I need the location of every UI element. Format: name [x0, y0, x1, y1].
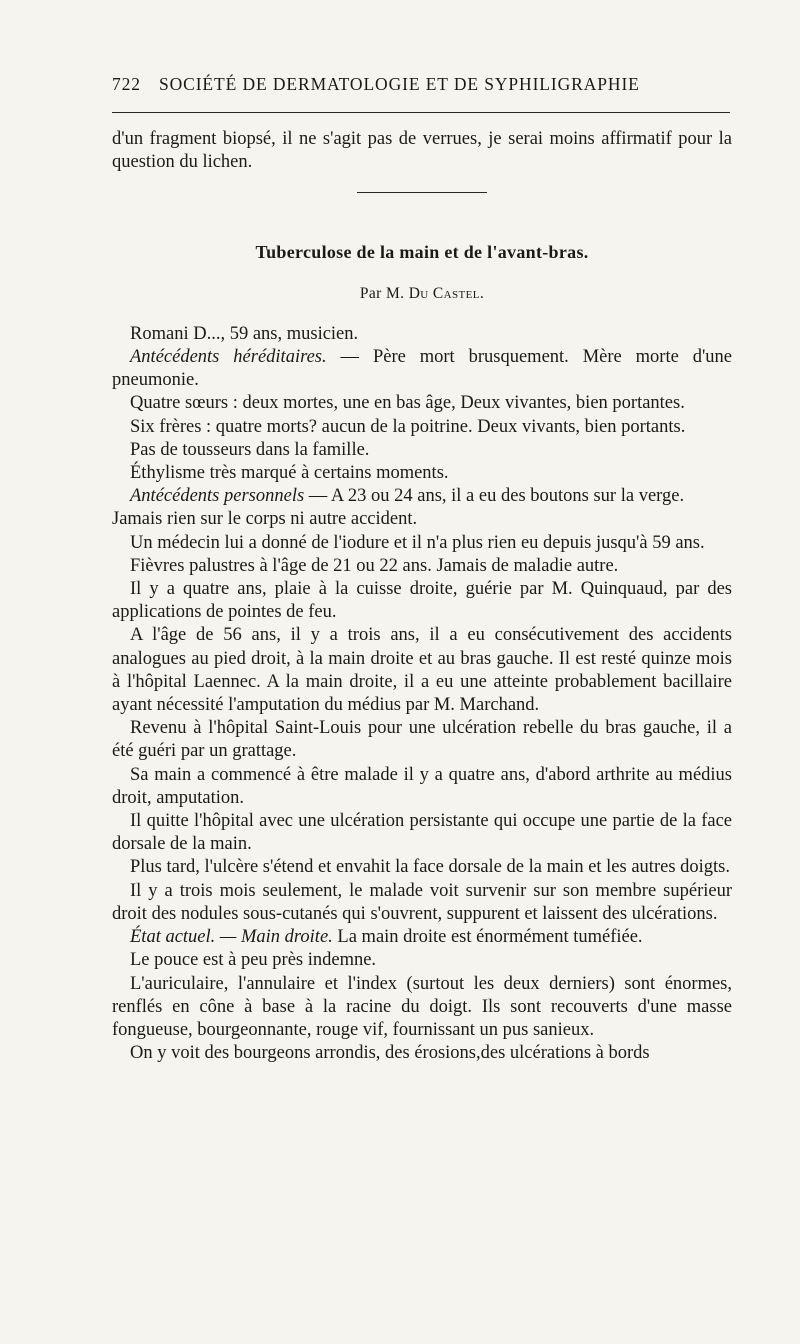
paragraph-text: Il y a trois mois seulement, le malade voit survenir sur son membre supérieur droit des nodules sous-cutanés qui s'ouvrent, suppurent et laissent des ulcérations.	[112, 880, 732, 924]
paragraph	[112, 508, 732, 531]
paragraph-text: Fièvres palustres à l'âge de 21 ou 22 ans. Jamais de maladie autre.	[130, 555, 619, 576]
section-divider	[357, 192, 487, 193]
paragraph	[112, 973, 732, 1043]
paragraph	[112, 578, 732, 624]
header-rule	[112, 112, 730, 113]
paragraph-text: Pas de tousseurs dans la famille.	[130, 439, 370, 460]
paragraph	[112, 462, 732, 485]
paragraph-text: — A 23 ou 24 ans, il a eu des boutons sur la verge.	[304, 486, 685, 507]
paragraph	[112, 485, 732, 508]
paragraph	[112, 810, 732, 856]
paragraph	[112, 555, 732, 578]
paragraph-text: — Père mort brusquement. Mère morte d'une pneumonie.	[112, 347, 733, 391]
paragraph-label: Antécédents personnels	[130, 486, 305, 507]
paragraph-label: État actuel. — Main droite.	[130, 927, 333, 948]
paragraph-text: Quatre sœurs : deux mortes, une en bas âge, Deux vivantes, bien portantes.	[130, 393, 685, 414]
paragraph-text: Sa main a commencé à être malade il y a quatre ans, d'abord arthrite au médius droit, amputation.	[112, 764, 732, 808]
paragraph	[112, 880, 732, 926]
paragraph	[112, 416, 732, 439]
paragraph	[112, 949, 732, 972]
paragraph-text: Un médecin lui a donné de l'iodure et il n'a plus rien eu depuis jusqu'à 59 ans.	[130, 532, 705, 553]
page-number: 722	[112, 74, 141, 94]
paragraph	[112, 926, 732, 949]
paragraph-text: Jamais rien sur le corps ni autre accident.	[112, 509, 418, 530]
paragraph	[112, 764, 732, 810]
running-header	[112, 74, 732, 95]
paragraph-label: Antécédents héréditaires.	[130, 347, 327, 368]
intro-paragraph: d'un fragment biopsé, il ne s'agit pas de verrues, je serai moins affirmatif pour la question du lichen.	[112, 129, 732, 173]
paragraph-text: L'auriculaire, l'annulaire et l'index (surtout les deux derniers) sont énormes, renflés en cône à base à la racine du doigt. Ils sont recouverts d'une masse fongueuse, bourgeonnante, rouge vif, fournissant un pus sanieux.	[112, 973, 732, 1040]
paragraph-text: La main droite est énormément tuméfiée.	[332, 927, 643, 948]
article-byline	[112, 282, 732, 305]
paragraph-text: Romani D..., 59 ans, musicien.	[130, 323, 359, 344]
paragraph	[112, 392, 732, 415]
paragraph	[112, 624, 732, 717]
author-name: Du Castel.	[408, 284, 485, 302]
paragraph-text: Revenu à l'hôpital Saint-Louis pour une ulcération rebelle du bras gauche, il a été guéri par un grattage.	[112, 718, 732, 762]
paragraph-text: Éthylisme très marqué à certains moments.	[130, 463, 449, 484]
running-title: SOCIÉTÉ DE DERMATOLOGIE ET DE SYPHILIGRAPHIE	[158, 74, 640, 94]
paragraph	[112, 323, 732, 346]
paragraph-text: Plus tard, l'ulcère s'étend et envahit la face dorsale de la main et les autres doigts.	[130, 857, 730, 878]
paragraph-text: Il y a quatre ans, plaie à la cuisse droite, guérie par M. Quinquaud, par des applications de pointes de feu.	[112, 579, 732, 623]
paragraph	[112, 856, 732, 879]
byline-prefix: Par M.	[359, 284, 405, 302]
article-body	[112, 323, 732, 1066]
paragraph-text: Il quitte l'hôpital avec une ulcération persistante qui occupe une partie de la face dorsale de la main.	[112, 811, 732, 855]
body-text	[112, 128, 732, 1065]
paragraph-text: A l'âge de 56 ans, il y a trois ans, il a eu consécutivement des accidents analogues au pied droit, à la main droite et au bras gauche. Il est resté quinze mois à l'hôpital Laennec. A la main droite, il a eu une atteinte probablement bacillaire ayant nécessité l'amputation du médius par M. Marchand.	[112, 625, 732, 716]
paragraph	[112, 1042, 732, 1065]
article-title: Tuberculose de la main et de l'avant-bras.	[255, 242, 589, 263]
paragraph	[112, 346, 732, 392]
paragraph-text: Le pouce est à peu près indemne.	[130, 950, 377, 971]
paragraph-text: On y voit des bourgeons arrondis, des érosions,des ulcérations à bords	[130, 1043, 650, 1064]
paragraph	[112, 717, 732, 763]
paragraph-text: Six frères : quatre morts? aucun de la poitrine. Deux vivants, bien portants.	[130, 416, 686, 437]
paragraph	[112, 439, 732, 462]
paragraph	[112, 532, 732, 555]
